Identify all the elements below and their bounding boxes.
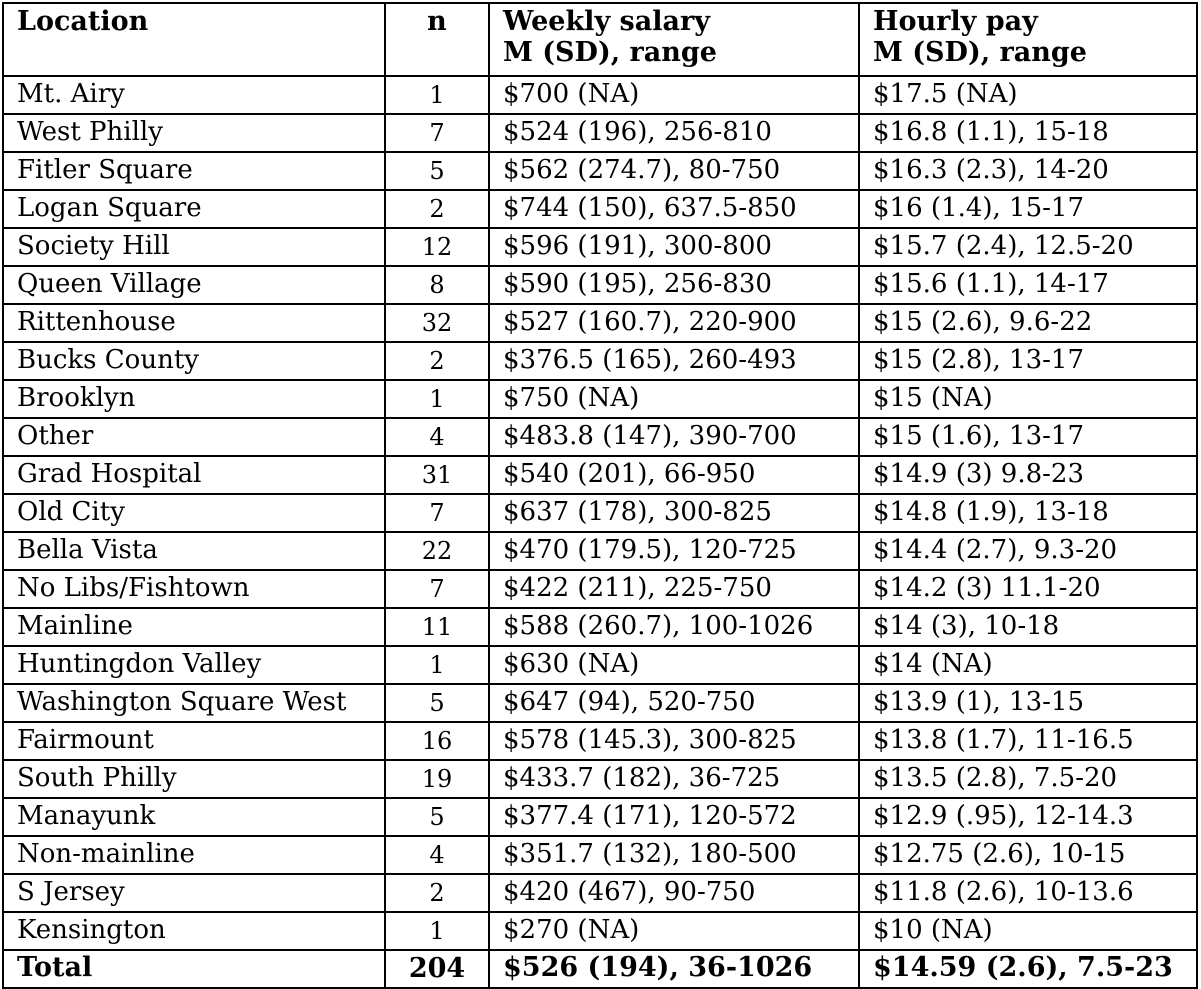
table-row <box>3 836 1197 874</box>
header-row <box>3 3 1197 76</box>
cell-n: 7 <box>385 494 489 532</box>
cell-location: Rittenhouse <box>3 304 385 342</box>
cell-hourly-pay: $14 (3), 10-18 <box>859 608 1197 646</box>
cell-hourly-pay: $14.4 (2.7), 9.3-20 <box>859 532 1197 570</box>
cell-n: 11 <box>385 608 489 646</box>
cell-location: No Libs/Fishtown <box>3 570 385 608</box>
cell-n: 4 <box>385 836 489 874</box>
table-row <box>3 456 1197 494</box>
cell-hourly-pay: $15 (2.8), 13-17 <box>859 342 1197 380</box>
cell-weekly-salary: $637 (178), 300-825 <box>489 494 859 532</box>
table-row <box>3 798 1197 836</box>
total-hourly-pay: $14.59 (2.6), 7.5-23 <box>859 950 1197 988</box>
cell-n: 7 <box>385 114 489 152</box>
cell-weekly-salary: $540 (201), 66-950 <box>489 456 859 494</box>
cell-weekly-salary: $470 (179.5), 120-725 <box>489 532 859 570</box>
cell-location: Queen Village <box>3 266 385 304</box>
cell-weekly-salary: $596 (191), 300-800 <box>489 228 859 266</box>
cell-hourly-pay: $11.8 (2.6), 10-13.6 <box>859 874 1197 912</box>
header-weekly-line1: Weekly salary <box>503 6 710 37</box>
cell-n: 12 <box>385 228 489 266</box>
header-hourly-line2: M (SD), range <box>873 37 1087 68</box>
cell-n: 5 <box>385 798 489 836</box>
table-row <box>3 266 1197 304</box>
header-weekly-line2: M (SD), range <box>503 37 717 68</box>
cell-n: 2 <box>385 874 489 912</box>
header-n-label: n <box>427 6 447 37</box>
table-row <box>3 76 1197 114</box>
cell-weekly-salary: $562 (274.7), 80-750 <box>489 152 859 190</box>
table-row <box>3 646 1197 684</box>
table-row <box>3 532 1197 570</box>
cell-weekly-salary: $527 (160.7), 220-900 <box>489 304 859 342</box>
cell-n: 1 <box>385 380 489 418</box>
cell-location: Fitler Square <box>3 152 385 190</box>
cell-hourly-pay: $15 (2.6), 9.6-22 <box>859 304 1197 342</box>
cell-location: Bucks County <box>3 342 385 380</box>
table-row <box>3 760 1197 798</box>
header-hourly-pay <box>859 3 1197 76</box>
cell-weekly-salary: $588 (260.7), 100-1026 <box>489 608 859 646</box>
cell-n: 5 <box>385 684 489 722</box>
table-row <box>3 912 1197 950</box>
total-n: 204 <box>385 950 489 988</box>
cell-weekly-salary: $422 (211), 225-750 <box>489 570 859 608</box>
table-row <box>3 190 1197 228</box>
cell-n: 32 <box>385 304 489 342</box>
cell-location: Old City <box>3 494 385 532</box>
cell-hourly-pay: $13.8 (1.7), 11-16.5 <box>859 722 1197 760</box>
cell-weekly-salary: $483.8 (147), 390-700 <box>489 418 859 456</box>
cell-location: Manayunk <box>3 798 385 836</box>
cell-n: 1 <box>385 646 489 684</box>
table-row <box>3 570 1197 608</box>
total-weekly-salary: $526 (194), 36-1026 <box>489 950 859 988</box>
cell-hourly-pay: $15.7 (2.4), 12.5-20 <box>859 228 1197 266</box>
cell-weekly-salary: $433.7 (182), 36-725 <box>489 760 859 798</box>
cell-location: West Philly <box>3 114 385 152</box>
table-header <box>3 3 1197 76</box>
cell-n: 19 <box>385 760 489 798</box>
salary-by-location-table <box>2 2 1198 989</box>
table-row <box>3 304 1197 342</box>
cell-location: Society Hill <box>3 228 385 266</box>
header-weekly-salary <box>489 3 859 76</box>
cell-hourly-pay: $16 (1.4), 15-17 <box>859 190 1197 228</box>
cell-hourly-pay: $13.5 (2.8), 7.5-20 <box>859 760 1197 798</box>
cell-hourly-pay: $12.75 (2.6), 10-15 <box>859 836 1197 874</box>
header-n <box>385 3 489 76</box>
cell-n: 7 <box>385 570 489 608</box>
table-row <box>3 684 1197 722</box>
cell-location: Other <box>3 418 385 456</box>
cell-weekly-salary: $376.5 (165), 260-493 <box>489 342 859 380</box>
table-row <box>3 228 1197 266</box>
table-row <box>3 342 1197 380</box>
salary-table-container <box>2 2 1196 989</box>
table-row <box>3 418 1197 456</box>
cell-hourly-pay: $12.9 (.95), 12-14.3 <box>859 798 1197 836</box>
table-row <box>3 114 1197 152</box>
cell-n: 4 <box>385 418 489 456</box>
cell-location: South Philly <box>3 760 385 798</box>
cell-weekly-salary: $590 (195), 256-830 <box>489 266 859 304</box>
cell-weekly-salary: $524 (196), 256-810 <box>489 114 859 152</box>
cell-hourly-pay: $14.8 (1.9), 13-18 <box>859 494 1197 532</box>
cell-location: Mainline <box>3 608 385 646</box>
cell-n: 8 <box>385 266 489 304</box>
cell-weekly-salary: $750 (NA) <box>489 380 859 418</box>
cell-n: 2 <box>385 342 489 380</box>
cell-hourly-pay: $14 (NA) <box>859 646 1197 684</box>
cell-location: Kensington <box>3 912 385 950</box>
cell-location: Non-mainline <box>3 836 385 874</box>
table-row <box>3 874 1197 912</box>
cell-hourly-pay: $14.2 (3) 11.1-20 <box>859 570 1197 608</box>
cell-hourly-pay: $14.9 (3) 9.8-23 <box>859 456 1197 494</box>
cell-weekly-salary: $377.4 (171), 120-572 <box>489 798 859 836</box>
cell-weekly-salary: $270 (NA) <box>489 912 859 950</box>
total-location: Total <box>3 950 385 988</box>
cell-hourly-pay: $15.6 (1.1), 14-17 <box>859 266 1197 304</box>
table-row <box>3 722 1197 760</box>
table-body <box>3 76 1197 988</box>
cell-n: 1 <box>385 76 489 114</box>
cell-location: Mt. Airy <box>3 76 385 114</box>
cell-hourly-pay: $10 (NA) <box>859 912 1197 950</box>
cell-n: 22 <box>385 532 489 570</box>
cell-n: 31 <box>385 456 489 494</box>
total-row <box>3 950 1197 988</box>
cell-weekly-salary: $351.7 (132), 180-500 <box>489 836 859 874</box>
cell-location: Grad Hospital <box>3 456 385 494</box>
cell-weekly-salary: $700 (NA) <box>489 76 859 114</box>
header-location-label: Location <box>17 6 149 37</box>
cell-hourly-pay: $17.5 (NA) <box>859 76 1197 114</box>
cell-weekly-salary: $420 (467), 90-750 <box>489 874 859 912</box>
cell-weekly-salary: $647 (94), 520-750 <box>489 684 859 722</box>
cell-n: 5 <box>385 152 489 190</box>
cell-hourly-pay: $13.9 (1), 13-15 <box>859 684 1197 722</box>
cell-weekly-salary: $578 (145.3), 300-825 <box>489 722 859 760</box>
cell-location: S Jersey <box>3 874 385 912</box>
cell-location: Washington Square West <box>3 684 385 722</box>
table-row <box>3 608 1197 646</box>
cell-weekly-salary: $630 (NA) <box>489 646 859 684</box>
cell-hourly-pay: $15 (1.6), 13-17 <box>859 418 1197 456</box>
cell-location: Logan Square <box>3 190 385 228</box>
table-row <box>3 494 1197 532</box>
table-row <box>3 152 1197 190</box>
cell-location: Bella Vista <box>3 532 385 570</box>
cell-location: Huntingdon Valley <box>3 646 385 684</box>
table-row <box>3 380 1197 418</box>
cell-hourly-pay: $16.3 (2.3), 14-20 <box>859 152 1197 190</box>
cell-hourly-pay: $15 (NA) <box>859 380 1197 418</box>
cell-n: 2 <box>385 190 489 228</box>
cell-hourly-pay: $16.8 (1.1), 15-18 <box>859 114 1197 152</box>
header-hourly-line1: Hourly pay <box>873 6 1038 37</box>
cell-location: Brooklyn <box>3 380 385 418</box>
header-location <box>3 3 385 76</box>
cell-n: 16 <box>385 722 489 760</box>
cell-weekly-salary: $744 (150), 637.5-850 <box>489 190 859 228</box>
cell-n: 1 <box>385 912 489 950</box>
cell-location: Fairmount <box>3 722 385 760</box>
